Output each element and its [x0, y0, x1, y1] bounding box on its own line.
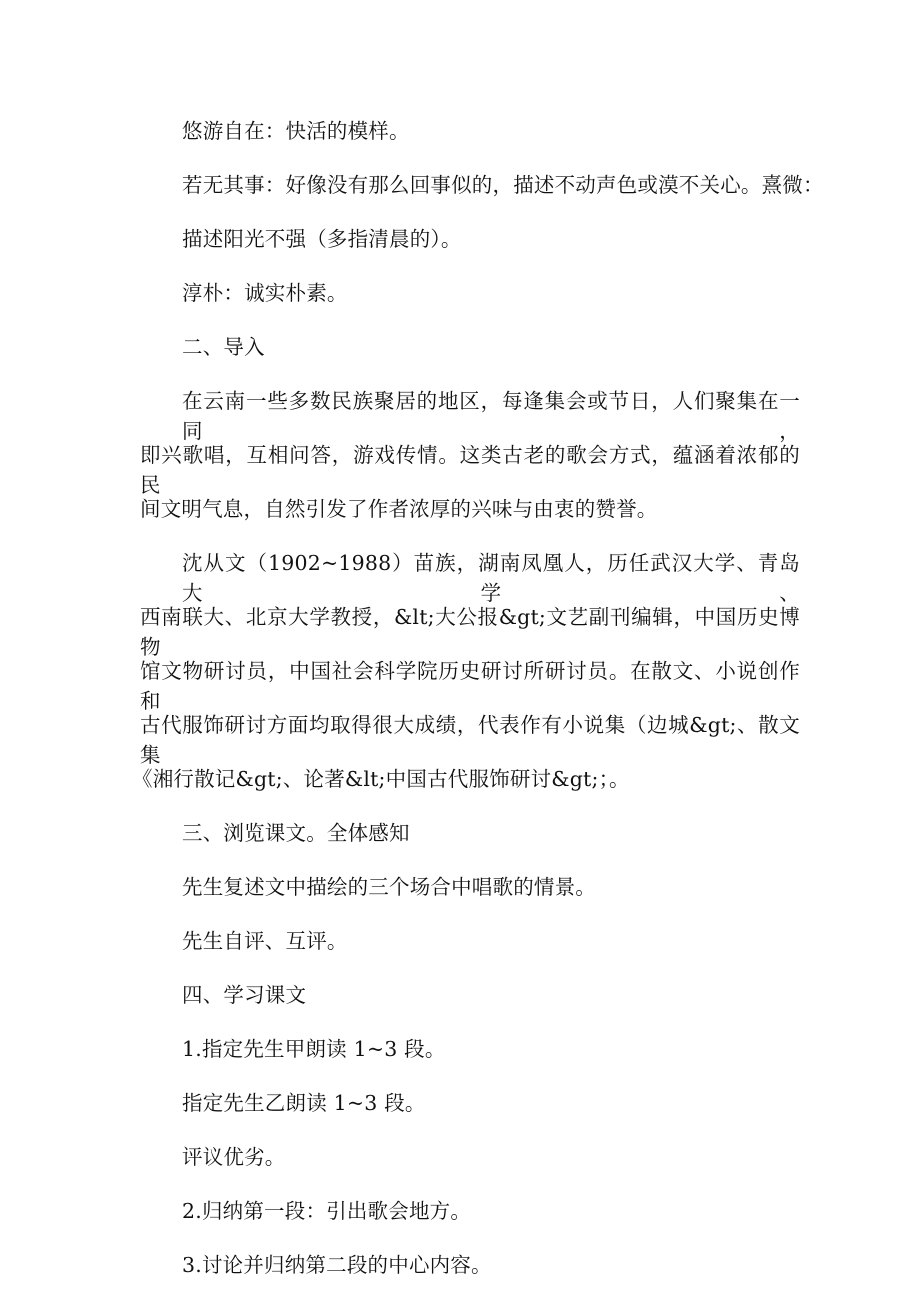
browse-item-evaluate: 先生自评、互评。 [182, 929, 348, 953]
author-paragraph-line-4: 古代服饰研讨方面均取得很大成绩，代表作有小说集（边城&gt;、散文集 [140, 713, 800, 767]
intro-paragraph-line-2: 即兴歌唱，互相问答，游戏传情。这类古老的歌会方式，蕴涵着浓郁的民 [140, 443, 800, 497]
section-heading-study: 四、学习课文 [182, 983, 307, 1007]
definition-youyou: 悠游自在：快活的模样。 [182, 119, 410, 143]
study-item-1c: 评议优劣。 [182, 1145, 286, 1169]
author-paragraph-line-5: 《湘行散记&gt;、论著&lt;中国古代服饰研讨&gt;；。 [132, 767, 630, 791]
section-heading-browse: 三、浏览课文。全体感知 [182, 821, 410, 845]
definition-chunpu: 淳朴：诚实朴素。 [182, 281, 348, 305]
study-item-2: 2.归纳第一段：引出歌会地方。 [182, 1199, 472, 1223]
study-item-1b: 指定先生乙朗读 1~3 段。 [182, 1091, 426, 1115]
study-item-1: 1.指定先生甲朗读 1~3 段。 [182, 1037, 446, 1061]
study-item-3: 3.讨论并归纳第二段的中心内容。 [182, 1253, 492, 1277]
author-paragraph-line-2: 西南联大、北京大学教授，&lt;大公报&gt;文艺副刊编辑，中国历史博物 [140, 605, 800, 659]
definition-ruowuqishi: 若无其事：好像没有那么回事似的，描述不动声色或漠不关心。熹微： [182, 173, 824, 197]
intro-paragraph-line-3: 间文明气息，自然引发了作者浓厚的兴味与由衷的赞誉。 [140, 497, 658, 521]
definition-xiwei-cont: 描述阳光不强（多指清晨的）。 [182, 227, 462, 251]
browse-item-retell: 先生复述文中描绘的三个场合中唱歌的情景。 [182, 875, 596, 899]
author-paragraph-line-1: 沈从文（1902~1988）苗族，湖南凤凰人，历任武汉大学、青岛大学、 [182, 551, 800, 605]
author-paragraph-line-3: 馆文物研讨员，中国社会科学院历史研讨所研讨员。在散文、小说创作和 [140, 659, 800, 713]
section-heading-intro: 二、导入 [182, 335, 265, 359]
intro-paragraph-line-1: 在云南一些多数民族聚居的地区，每逢集会或节日，人们聚集在一同， [182, 389, 800, 443]
